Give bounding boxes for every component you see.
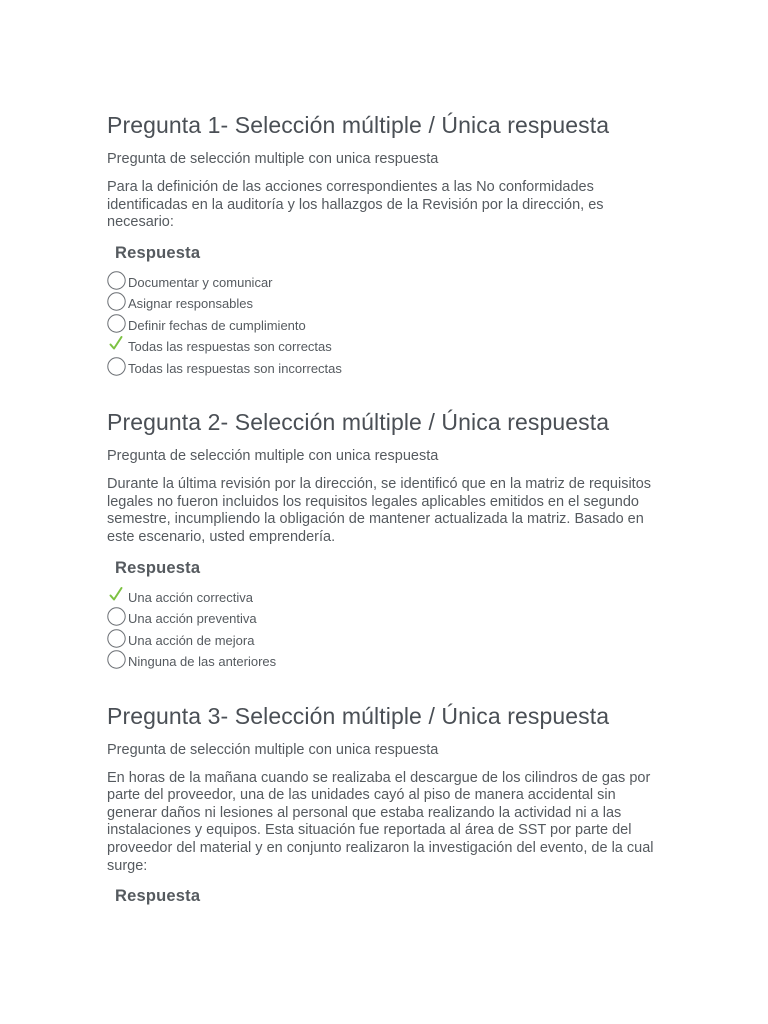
- question-title: Pregunta 3- Selección múltiple / Única respuesta: [107, 702, 610, 729]
- question-title: Pregunta 2- Selección múltiple / Única respuesta: [107, 409, 610, 436]
- radio-circle-icon[interactable]: [107, 629, 127, 649]
- answer-option[interactable]: [107, 271, 667, 293]
- question-subtitle: Pregunta de selección multiple con unica respuesta: [107, 741, 439, 758]
- answer-heading: Respuesta: [115, 243, 201, 262]
- answer-option[interactable]: [107, 586, 667, 608]
- answer-option[interactable]: [107, 607, 667, 629]
- answer-heading: Respuesta: [115, 558, 201, 577]
- question-subtitle: Pregunta de selección multiple con unica respuesta: [107, 151, 439, 167]
- radio-circle-icon[interactable]: [107, 607, 127, 627]
- question-2: [107, 407, 667, 671]
- answer-option[interactable]: [107, 335, 667, 357]
- question-title: Pregunta 1- Selección múltiple / Única respuesta: [107, 112, 610, 138]
- radio-circle-icon[interactable]: [107, 314, 127, 334]
- question-1: [107, 110, 667, 378]
- question-3: [107, 701, 667, 907]
- answer-option[interactable]: [107, 292, 667, 314]
- radio-circle-icon[interactable]: [107, 650, 127, 670]
- question-stem: En horas de la mañana cuando se realizaba el descargue de los cilindros de gas por parte del proveedor, una de las unidades cayó al piso de manera accidental sin generar daños ni lesiones al personal que estaba realizando la actividad ni a las instalaciones y equipos. Esta situación fue reportada al área de SST por parte del proveedor del material y en conjunto realizaron la investigación del evento, de la cual surge:: [107, 769, 654, 874]
- answer-option[interactable]: [107, 314, 667, 336]
- answer-option-label: Todas las respuestas son incorrectas: [128, 360, 342, 376]
- answer-option-label: Una acción de mejora: [128, 632, 255, 648]
- answer-option[interactable]: [107, 357, 667, 379]
- checkmark-icon[interactable]: [107, 335, 127, 355]
- answer-option[interactable]: [107, 629, 667, 651]
- quiz-page: [107, 110, 667, 935]
- answer-option-label: Ninguna de las anteriores: [128, 654, 277, 670]
- radio-circle-icon[interactable]: [107, 292, 127, 312]
- answer-option-label: Una acción correctiva: [128, 589, 253, 605]
- answer-option-label: Una acción preventiva: [128, 611, 257, 627]
- answer-option[interactable]: [107, 650, 667, 672]
- question-stem: Durante la última revisión por la dirección, se identificó que en la matriz de requisitos legales no fueron incluidos los requisitos legales aplicables emitidos en el segundo semestre, incumpliendo la obligación de mantener actualizada la matriz. Basado en este escenario, usted emprendería.: [107, 476, 652, 546]
- answer-option-label: Asignar responsables: [128, 296, 254, 312]
- question-stem: Para la definición de las acciones correspondientes a las No conformidades identificadas en la auditoría y los hallazgos de la Revisión por la dirección, es necesario:: [107, 179, 604, 231]
- answer-option-label: Todas las respuestas son correctas: [128, 339, 332, 355]
- answer-options: [107, 271, 667, 379]
- question-subtitle: Pregunta de selección multiple con unica respuesta: [107, 448, 439, 465]
- radio-circle-icon[interactable]: [107, 271, 127, 291]
- answer-options: [107, 586, 667, 672]
- answer-heading: Respuesta: [115, 887, 201, 906]
- answer-option-label: Definir fechas de cumplimiento: [128, 317, 306, 333]
- answer-option-label: Documentar y comunicar: [128, 274, 273, 290]
- checkmark-icon[interactable]: [107, 586, 127, 606]
- radio-circle-icon[interactable]: [107, 357, 127, 377]
